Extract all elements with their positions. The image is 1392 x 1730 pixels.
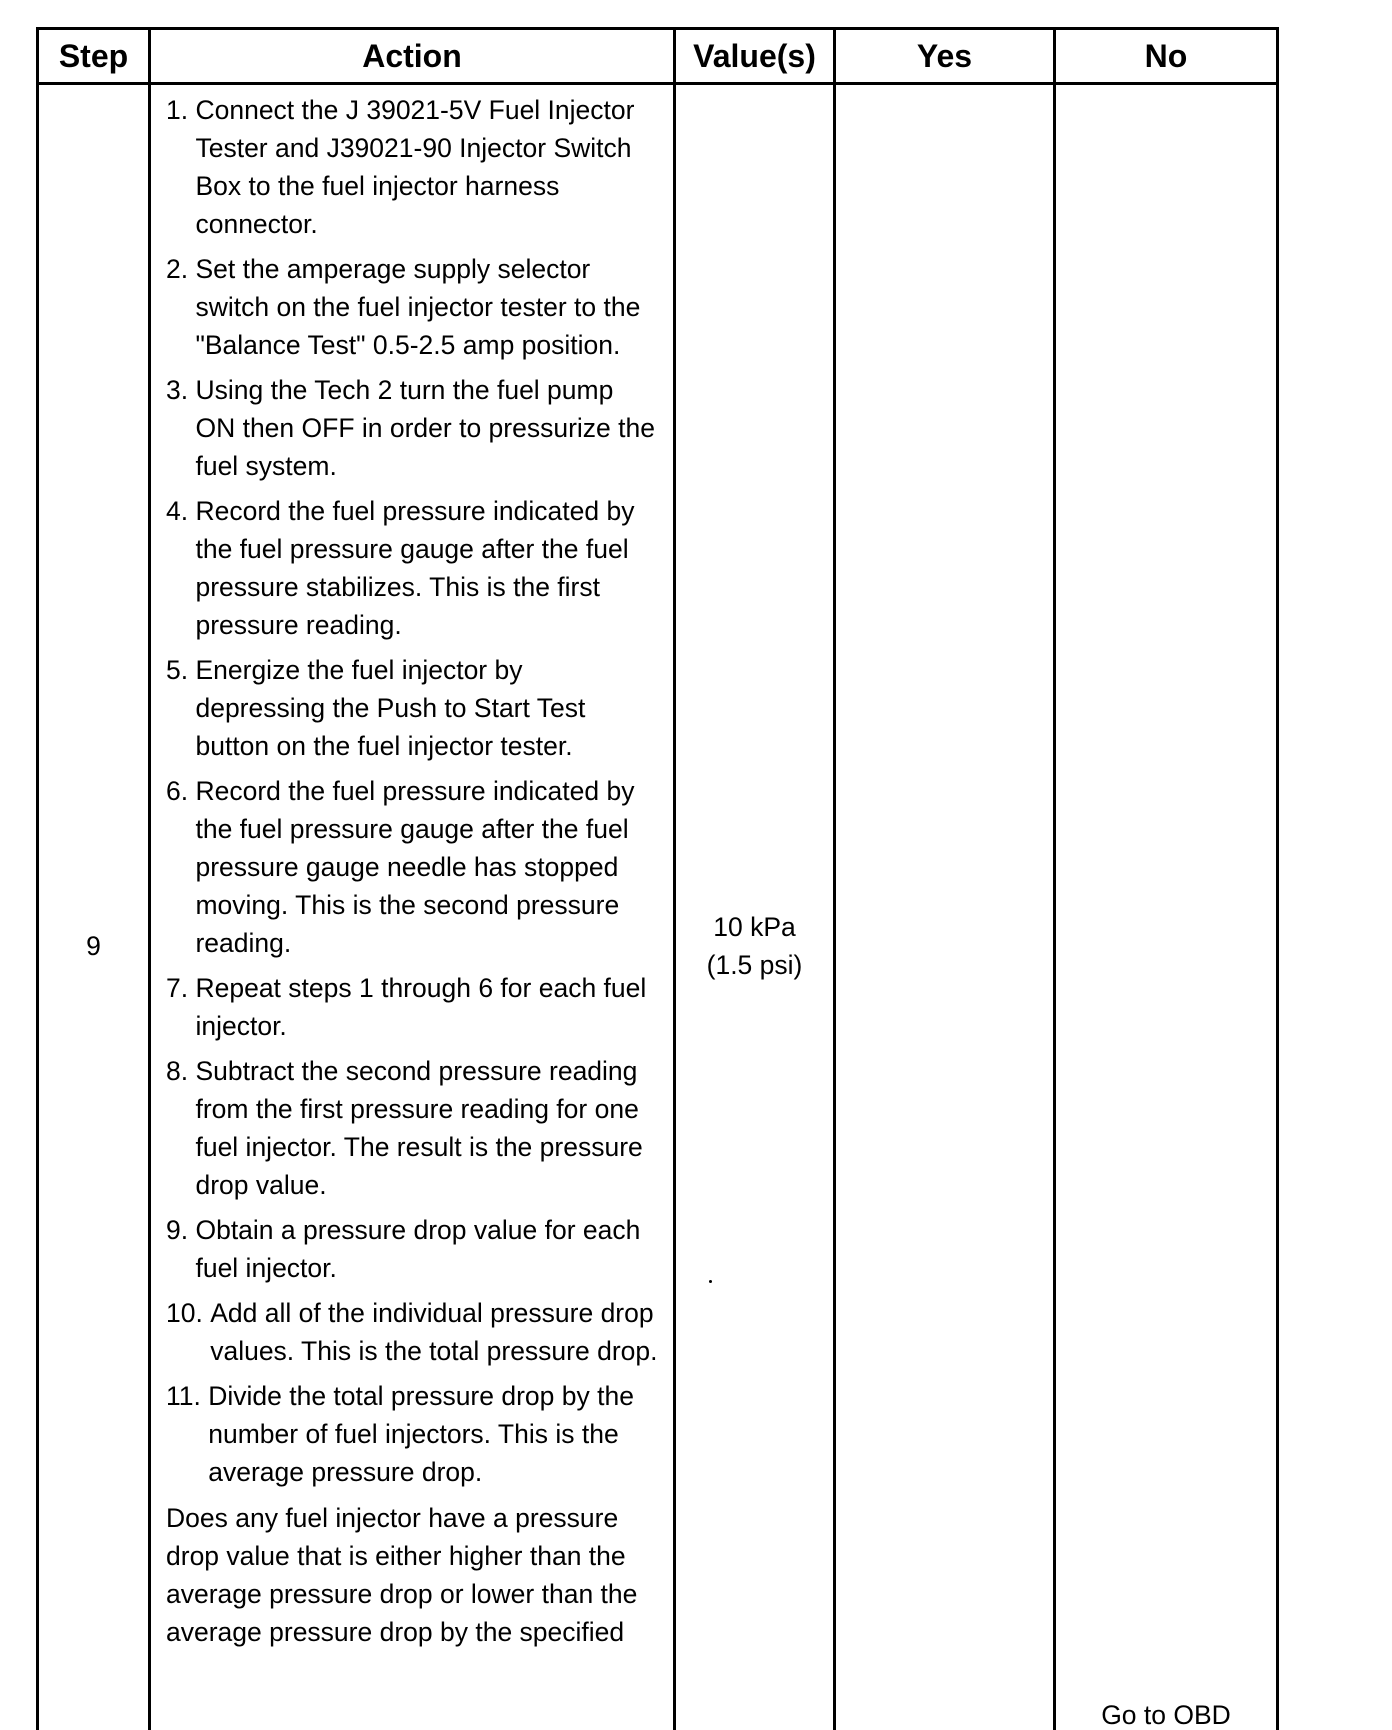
action-steps-list: [166, 91, 659, 1491]
diagnostic-page: [36, 27, 1276, 1730]
step-index: 4.: [166, 496, 196, 526]
step-index: 3.: [166, 375, 196, 405]
step-number-cell: [38, 84, 150, 1730]
step-text: Add all of the individual pressure drop values. This is the total pressure drop.: [210, 1298, 658, 1366]
decision-question: Does any fuel injector have a pressure drop value that is either higher than the average pressure drop or lower than the average pressure drop by the specified: [166, 1503, 638, 1647]
step-text: Set the amperage supply selector switch on the fuel injector tester to the "Balance Test" 0.5-2.5 amp position.: [195, 254, 641, 360]
step-number: 9: [86, 930, 101, 961]
list-item: [166, 1052, 659, 1204]
no-goto-link[interactable]: Go to OBD: [1101, 1700, 1231, 1730]
step-text: Connect the J 39021-5V Fuel Injector Tester and J39021-90 Injector Switch Box to the fuel injector harness connector.: [195, 95, 635, 239]
table-row: [38, 84, 1278, 1730]
header-yes: Yes: [835, 29, 1055, 84]
step-index: 5.: [166, 655, 196, 685]
list-item: [166, 371, 659, 485]
step-index: 10.: [166, 1298, 211, 1328]
list-item: [166, 1377, 659, 1491]
header-step: Step: [38, 29, 150, 84]
list-item: [166, 91, 659, 243]
step-index: 8.: [166, 1056, 196, 1086]
header-row: [38, 29, 1278, 84]
list-item: [166, 969, 659, 1045]
step-text: Subtract the second pressure reading from the first pressure reading for one fuel injector. The result is the pressure drop value.: [195, 1056, 643, 1200]
step-text: Divide the total pressure drop by the number of fuel injectors. This is the average pressure drop.: [208, 1381, 634, 1487]
list-item: [166, 1294, 659, 1370]
list-item: [166, 492, 659, 644]
stray-dot: [709, 1280, 712, 1283]
list-item: [166, 772, 659, 962]
step-text: Using the Tech 2 turn the fuel pump ON then OFF in order to pressurize the fuel system.: [195, 375, 655, 481]
value-psi: (1.5 psi): [706, 949, 803, 980]
step-index: 9.: [166, 1215, 196, 1245]
step-text: Repeat steps 1 through 6 for each fuel injector.: [195, 973, 647, 1041]
step-text: Energize the fuel injector by depressing the Push to Start Test button on the fuel injector tester.: [195, 655, 586, 761]
header-values: Value(s): [675, 29, 835, 84]
list-item: [166, 250, 659, 364]
step-index: 6.: [166, 776, 196, 806]
step-index: 11.: [166, 1381, 209, 1411]
list-item: [166, 1211, 659, 1287]
step-index: 7.: [166, 973, 196, 1003]
step-index: 2.: [166, 254, 196, 284]
step-index: 1.: [166, 95, 196, 125]
yes-cell: [835, 84, 1055, 1730]
action-cell: [150, 84, 675, 1730]
value-block: [676, 908, 833, 984]
header-no: No: [1055, 29, 1278, 84]
step-text: Record the fuel pressure indicated by the fuel pressure gauge after the fuel pressure gauge needle has stopped moving. This is the second pressure reading.: [195, 776, 635, 958]
list-item: [166, 651, 659, 765]
step-text: Obtain a pressure drop value for each fuel injector.: [195, 1215, 641, 1283]
diagnostic-table: [36, 27, 1279, 1730]
values-cell: [675, 84, 835, 1730]
no-cell: [1055, 84, 1278, 1730]
header-action: Action: [150, 29, 675, 84]
step-text: Record the fuel pressure indicated by the fuel pressure gauge after the fuel pressure stabilizes. This is the first pressure reading.: [195, 496, 635, 640]
value-kpa: 10 kPa: [713, 911, 796, 942]
